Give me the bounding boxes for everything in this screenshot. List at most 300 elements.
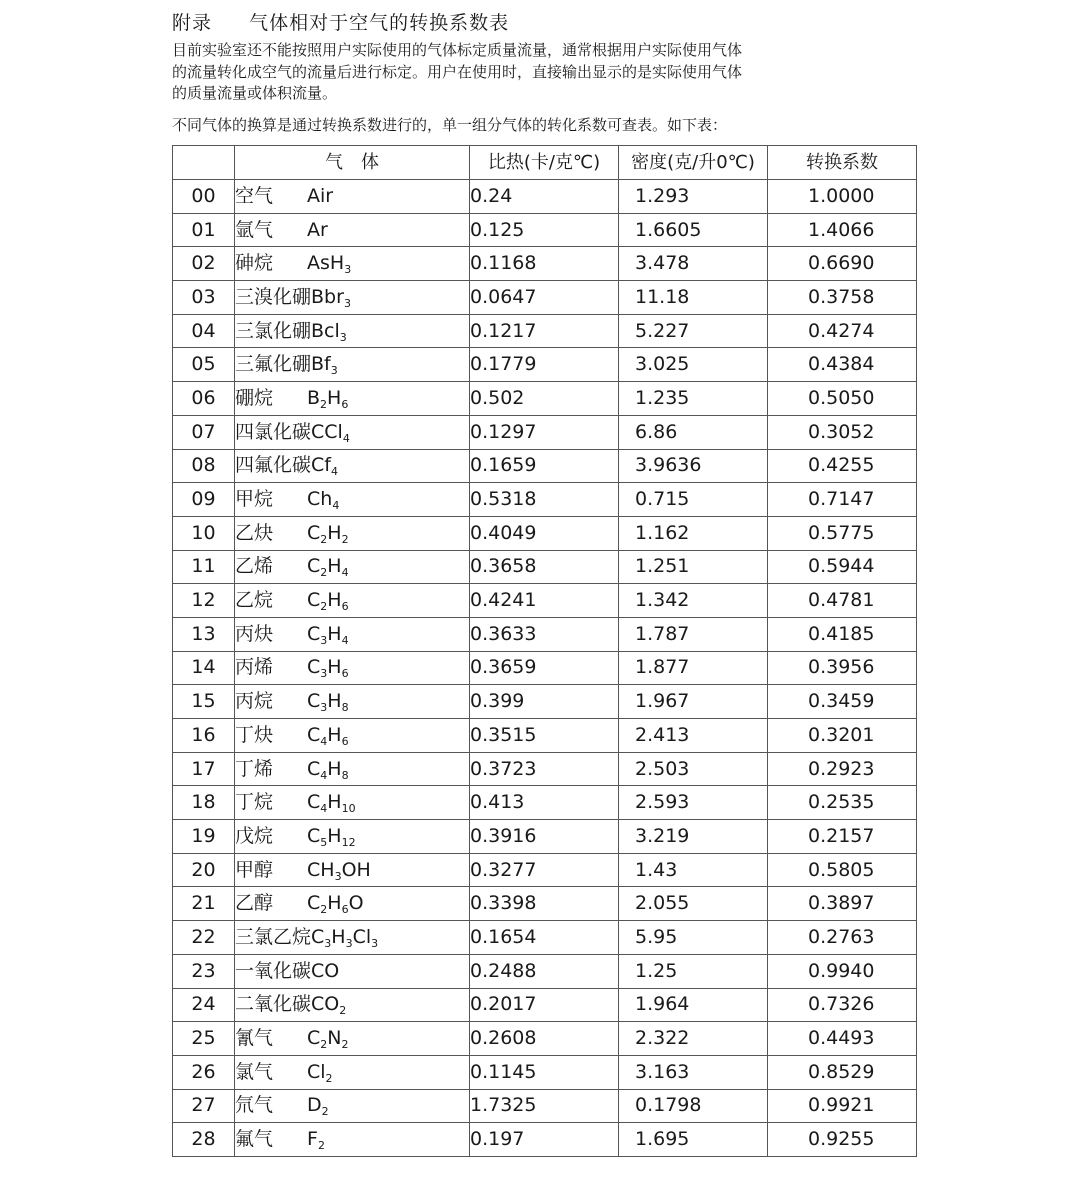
gas-chinese-name: 空气 bbox=[235, 184, 274, 207]
gas-chinese-name: 丁烯 bbox=[235, 757, 274, 780]
specific-heat-value: 0.1659 bbox=[470, 449, 619, 483]
row-index: 23 bbox=[173, 954, 235, 988]
specific-heat-value: 0.399 bbox=[470, 685, 619, 719]
formula-element: H bbox=[327, 555, 342, 578]
gas-name-cell bbox=[235, 1055, 470, 1089]
formula-element: AsH bbox=[307, 252, 345, 275]
formula-subscript: 3 bbox=[320, 667, 328, 681]
formula-subscript: 2 bbox=[321, 1105, 329, 1119]
title-text: 气体相对于空气的转换系数表 bbox=[249, 12, 510, 34]
table-row bbox=[173, 887, 917, 921]
density-value: 1.251 bbox=[619, 550, 768, 584]
specific-heat-value: 1.7325 bbox=[470, 1089, 619, 1123]
table-row bbox=[173, 853, 917, 887]
density-value: 1.967 bbox=[619, 685, 768, 719]
formula-element: F bbox=[307, 1128, 318, 1151]
conversion-factor-value: 0.3201 bbox=[768, 719, 917, 753]
formula-subscript: 2 bbox=[317, 1139, 325, 1153]
formula-subscript: 6 bbox=[341, 397, 349, 411]
gas-name-cell bbox=[235, 281, 470, 315]
gas-name-cell bbox=[235, 213, 470, 247]
formula-subscript: 4 bbox=[332, 499, 340, 513]
conversion-factor-value: 0.3052 bbox=[768, 415, 917, 449]
density-value: 2.055 bbox=[619, 887, 768, 921]
conversion-factor-value: 0.9940 bbox=[768, 954, 917, 988]
formula-element: CCl bbox=[311, 420, 343, 443]
conversion-factor-value: 0.4384 bbox=[768, 348, 917, 382]
density-value: 0.715 bbox=[619, 483, 768, 517]
density-value: 1.787 bbox=[619, 617, 768, 651]
row-index: 00 bbox=[173, 180, 235, 214]
formula-subscript: 3 bbox=[371, 936, 379, 950]
gas-name-cell bbox=[235, 247, 470, 281]
table-row bbox=[173, 449, 917, 483]
row-index: 06 bbox=[173, 382, 235, 416]
formula-element: H bbox=[331, 925, 346, 948]
specific-heat-value: 0.2488 bbox=[470, 954, 619, 988]
table-header-row bbox=[173, 146, 917, 180]
formula-subscript: 6 bbox=[341, 734, 349, 748]
formula-subscript: 2 bbox=[341, 1038, 349, 1052]
row-index: 10 bbox=[173, 516, 235, 550]
gas-chinese-name: 四氟化碳 bbox=[235, 454, 312, 477]
specific-heat-value: 0.125 bbox=[470, 213, 619, 247]
specific-heat-value: 0.1654 bbox=[470, 921, 619, 955]
conversion-factor-value: 0.3897 bbox=[768, 887, 917, 921]
row-index: 13 bbox=[173, 617, 235, 651]
formula-subscript: 6 bbox=[341, 600, 349, 614]
gas-chinese-name: 硼烷 bbox=[235, 386, 274, 409]
formula-element: C bbox=[307, 690, 321, 713]
header-density: 密度(克/升0℃) bbox=[619, 146, 768, 180]
row-index: 24 bbox=[173, 988, 235, 1022]
row-index: 27 bbox=[173, 1089, 235, 1123]
conversion-factor-value: 1.4066 bbox=[768, 213, 917, 247]
gas-formula bbox=[307, 252, 352, 277]
formula-element: CO bbox=[311, 959, 340, 982]
density-value: 11.18 bbox=[619, 281, 768, 315]
gas-name-cell bbox=[235, 617, 470, 651]
specific-heat-value: 0.4241 bbox=[470, 584, 619, 618]
density-value: 3.9636 bbox=[619, 449, 768, 483]
formula-element: C bbox=[307, 1027, 321, 1050]
intro-line: 的质量流量或体积流量。 bbox=[172, 84, 338, 102]
formula-element: OH bbox=[341, 858, 371, 881]
density-value: 1.695 bbox=[619, 1123, 768, 1157]
formula-subscript: 12 bbox=[341, 835, 356, 849]
row-index: 01 bbox=[173, 213, 235, 247]
density-value: 1.342 bbox=[619, 584, 768, 618]
specific-heat-value: 0.1297 bbox=[470, 415, 619, 449]
row-index: 12 bbox=[173, 584, 235, 618]
gas-chinese-name: 丙烯 bbox=[235, 656, 274, 679]
formula-subscript: 3 bbox=[320, 701, 328, 715]
table-row bbox=[173, 921, 917, 955]
conversion-factor-value: 0.4185 bbox=[768, 617, 917, 651]
gas-formula bbox=[307, 1128, 325, 1153]
specific-heat-value: 0.1145 bbox=[470, 1055, 619, 1089]
header-index bbox=[173, 146, 235, 180]
row-index: 11 bbox=[173, 550, 235, 584]
specific-heat-value: 0.3277 bbox=[470, 853, 619, 887]
formula-subscript: 4 bbox=[320, 768, 328, 782]
conversion-factor-value: 0.3459 bbox=[768, 685, 917, 719]
conversion-factor-value: 0.5805 bbox=[768, 853, 917, 887]
row-index: 16 bbox=[173, 719, 235, 753]
row-index: 20 bbox=[173, 853, 235, 887]
formula-subscript: 2 bbox=[320, 600, 328, 614]
formula-element: Ch bbox=[307, 488, 333, 511]
specific-heat-value: 0.3633 bbox=[470, 617, 619, 651]
table-row bbox=[173, 719, 917, 753]
table-row bbox=[173, 314, 917, 348]
header-conversion-factor: 转换系数 bbox=[768, 146, 917, 180]
specific-heat-value: 0.0647 bbox=[470, 281, 619, 315]
conversion-factor-value: 0.2157 bbox=[768, 820, 917, 854]
conversion-factor-value: 0.6690 bbox=[768, 247, 917, 281]
conversion-factor-value: 0.4255 bbox=[768, 449, 917, 483]
gas-chinese-name: 氰气 bbox=[235, 1027, 274, 1050]
table-row bbox=[173, 651, 917, 685]
gas-chinese-name: 丙烷 bbox=[235, 690, 274, 713]
density-value: 3.478 bbox=[619, 247, 768, 281]
gas-name-cell bbox=[235, 685, 470, 719]
gas-formula bbox=[307, 488, 340, 513]
gas-chinese-name: 三氯化硼 bbox=[235, 319, 312, 342]
gas-formula bbox=[307, 858, 371, 883]
gas-chinese-name: 乙炔 bbox=[235, 521, 274, 544]
table-row bbox=[173, 247, 917, 281]
row-index: 17 bbox=[173, 752, 235, 786]
intro-line: 的流量转化成空气的流量后进行标定。用户在使用时，直接输出显示的是实际使用气体 bbox=[172, 62, 743, 81]
density-value: 3.219 bbox=[619, 820, 768, 854]
formula-element: H bbox=[327, 386, 342, 409]
gas-formula bbox=[311, 353, 338, 378]
specific-heat-value: 0.197 bbox=[470, 1123, 619, 1157]
formula-element: CH bbox=[307, 858, 335, 881]
gas-formula bbox=[307, 589, 349, 614]
gas-name-cell bbox=[235, 415, 470, 449]
gas-formula bbox=[307, 622, 349, 647]
gas-chinese-name: 氟气 bbox=[235, 1128, 274, 1151]
gas-chinese-name: 乙醇 bbox=[235, 892, 274, 915]
density-value: 1.235 bbox=[619, 382, 768, 416]
table-row bbox=[173, 483, 917, 517]
gas-chinese-name: 三氟化硼 bbox=[235, 353, 312, 376]
table-row bbox=[173, 382, 917, 416]
conversion-factor-value: 0.2763 bbox=[768, 921, 917, 955]
gas-formula bbox=[307, 521, 349, 546]
formula-element: H bbox=[327, 791, 342, 814]
gas-formula bbox=[307, 690, 349, 715]
formula-element: H bbox=[327, 690, 342, 713]
conversion-factor-value: 0.4274 bbox=[768, 314, 917, 348]
formula-element: H bbox=[327, 757, 342, 780]
specific-heat-value: 0.4049 bbox=[470, 516, 619, 550]
gas-chinese-name: 一氧化碳 bbox=[235, 959, 312, 982]
row-index: 02 bbox=[173, 247, 235, 281]
formula-subscript: 4 bbox=[341, 633, 349, 647]
gas-name-cell bbox=[235, 954, 470, 988]
formula-element: N bbox=[327, 1027, 342, 1050]
header-gas: 气 体 bbox=[235, 146, 470, 180]
formula-element: H bbox=[327, 723, 342, 746]
gas-formula bbox=[307, 723, 349, 748]
row-index: 08 bbox=[173, 449, 235, 483]
gas-formula bbox=[307, 656, 349, 681]
conversion-factor-value: 0.9255 bbox=[768, 1123, 917, 1157]
formula-element: C bbox=[307, 656, 321, 679]
table-row bbox=[173, 1055, 917, 1089]
gas-formula bbox=[307, 1027, 349, 1052]
intro-paragraph bbox=[172, 40, 912, 105]
specific-heat-value: 0.413 bbox=[470, 786, 619, 820]
gas-name-cell bbox=[235, 550, 470, 584]
gas-formula bbox=[311, 454, 338, 479]
table-row bbox=[173, 954, 917, 988]
conversion-factor-value: 0.8529 bbox=[768, 1055, 917, 1089]
formula-element: H bbox=[327, 892, 342, 915]
gas-formula bbox=[307, 555, 349, 580]
formula-element: Cl bbox=[352, 925, 372, 948]
formula-subscript: 4 bbox=[341, 566, 349, 580]
conversion-factor-value: 0.9921 bbox=[768, 1089, 917, 1123]
gas-chinese-name: 丙炔 bbox=[235, 622, 274, 645]
table-row bbox=[173, 415, 917, 449]
row-index: 26 bbox=[173, 1055, 235, 1089]
gas-chinese-name: 甲烷 bbox=[235, 488, 274, 511]
specific-heat-value: 0.1217 bbox=[470, 314, 619, 348]
formula-element: Air bbox=[307, 184, 334, 207]
gas-name-cell bbox=[235, 382, 470, 416]
specific-heat-value: 0.3658 bbox=[470, 550, 619, 584]
formula-element: D bbox=[307, 1094, 322, 1117]
formula-subscript: 3 bbox=[339, 330, 347, 344]
density-value: 2.593 bbox=[619, 786, 768, 820]
density-value: 2.322 bbox=[619, 1022, 768, 1056]
row-index: 14 bbox=[173, 651, 235, 685]
formula-element: C bbox=[307, 791, 321, 814]
formula-element: Bbr bbox=[311, 285, 344, 308]
gas-formula bbox=[311, 319, 347, 344]
density-value: 3.025 bbox=[619, 348, 768, 382]
specific-heat-value: 0.3723 bbox=[470, 752, 619, 786]
formula-subscript: 2 bbox=[339, 1004, 347, 1018]
table-row bbox=[173, 584, 917, 618]
formula-subscript: 8 bbox=[341, 768, 349, 782]
formula-element: Bf bbox=[311, 353, 331, 376]
table-row bbox=[173, 820, 917, 854]
gas-chinese-name: 丁烷 bbox=[235, 791, 274, 814]
conversion-factor-value: 0.3758 bbox=[768, 281, 917, 315]
gas-name-cell bbox=[235, 449, 470, 483]
row-index: 19 bbox=[173, 820, 235, 854]
formula-subscript: 5 bbox=[320, 835, 328, 849]
gas-name-cell bbox=[235, 1123, 470, 1157]
formula-subscript: 2 bbox=[341, 532, 349, 546]
density-value: 1.964 bbox=[619, 988, 768, 1022]
gas-name-cell bbox=[235, 584, 470, 618]
row-index: 09 bbox=[173, 483, 235, 517]
conversion-factor-value: 0.3956 bbox=[768, 651, 917, 685]
gas-name-cell bbox=[235, 887, 470, 921]
row-index: 28 bbox=[173, 1123, 235, 1157]
formula-subscript: 4 bbox=[320, 802, 328, 816]
row-index: 25 bbox=[173, 1022, 235, 1056]
gas-formula bbox=[307, 791, 356, 816]
formula-element: Bcl bbox=[311, 319, 340, 342]
gas-name-cell bbox=[235, 988, 470, 1022]
gas-formula bbox=[307, 892, 364, 917]
table-row bbox=[173, 550, 917, 584]
density-value: 5.95 bbox=[619, 921, 768, 955]
conversion-factor-value: 0.5775 bbox=[768, 516, 917, 550]
formula-subscript: 3 bbox=[343, 296, 351, 310]
gas-name-cell bbox=[235, 921, 470, 955]
conversion-factor-value: 0.4493 bbox=[768, 1022, 917, 1056]
conversion-factor-value: 0.5944 bbox=[768, 550, 917, 584]
table-row bbox=[173, 281, 917, 315]
conversion-factor-value: 0.5050 bbox=[768, 382, 917, 416]
gas-name-cell bbox=[235, 1089, 470, 1123]
gas-name-cell bbox=[235, 483, 470, 517]
gas-chinese-name: 三溴化硼 bbox=[235, 285, 312, 308]
gas-name-cell bbox=[235, 180, 470, 214]
formula-subscript: 3 bbox=[334, 869, 342, 883]
formula-element: C bbox=[307, 589, 321, 612]
row-index: 15 bbox=[173, 685, 235, 719]
formula-subscript: 4 bbox=[320, 734, 328, 748]
density-value: 5.227 bbox=[619, 314, 768, 348]
formula-subscript: 4 bbox=[342, 431, 350, 445]
gas-formula bbox=[307, 184, 334, 207]
formula-element: Ar bbox=[307, 218, 328, 241]
gas-formula bbox=[307, 386, 349, 411]
specific-heat-value: 0.2608 bbox=[470, 1022, 619, 1056]
row-index: 22 bbox=[173, 921, 235, 955]
gas-name-cell bbox=[235, 314, 470, 348]
density-value: 6.86 bbox=[619, 415, 768, 449]
formula-element: C bbox=[307, 622, 321, 645]
formula-subscript: 2 bbox=[320, 903, 328, 917]
density-value: 0.1798 bbox=[619, 1089, 768, 1123]
gas-formula bbox=[311, 420, 350, 445]
table-row bbox=[173, 617, 917, 651]
gas-name-cell bbox=[235, 1022, 470, 1056]
table-row bbox=[173, 1089, 917, 1123]
formula-element: Cf bbox=[311, 454, 331, 477]
formula-element: C bbox=[307, 824, 321, 847]
specific-heat-value: 0.2017 bbox=[470, 988, 619, 1022]
gas-formula bbox=[307, 824, 356, 849]
density-value: 1.293 bbox=[619, 180, 768, 214]
gas-chinese-name: 氘气 bbox=[235, 1094, 274, 1117]
gas-formula bbox=[311, 925, 379, 950]
gas-formula bbox=[311, 285, 351, 310]
gas-chinese-name: 三氯乙烷 bbox=[235, 925, 312, 948]
density-value: 2.413 bbox=[619, 719, 768, 753]
formula-element: C bbox=[307, 892, 321, 915]
specific-heat-value: 0.3659 bbox=[470, 651, 619, 685]
gas-chinese-name: 砷烷 bbox=[235, 252, 274, 275]
density-value: 1.6605 bbox=[619, 213, 768, 247]
gas-chinese-name: 丁炔 bbox=[235, 723, 274, 746]
gas-name-cell bbox=[235, 348, 470, 382]
formula-subscript: 2 bbox=[325, 1071, 333, 1085]
formula-element: O bbox=[348, 892, 364, 915]
gas-name-cell bbox=[235, 820, 470, 854]
formula-element: B bbox=[307, 386, 321, 409]
gas-name-cell bbox=[235, 752, 470, 786]
formula-subscript: 2 bbox=[320, 397, 328, 411]
gas-name-cell bbox=[235, 853, 470, 887]
density-value: 1.877 bbox=[619, 651, 768, 685]
density-value: 1.43 bbox=[619, 853, 768, 887]
formula-subscript: 8 bbox=[341, 701, 349, 715]
formula-subscript: 3 bbox=[345, 936, 353, 950]
formula-element: C bbox=[311, 925, 325, 948]
row-index: 04 bbox=[173, 314, 235, 348]
formula-subscript: 3 bbox=[320, 633, 328, 647]
conversion-factor-value: 0.2535 bbox=[768, 786, 917, 820]
gas-chinese-name: 甲醇 bbox=[235, 858, 274, 881]
formula-subscript: 2 bbox=[320, 532, 328, 546]
table-row bbox=[173, 1022, 917, 1056]
specific-heat-value: 0.3916 bbox=[470, 820, 619, 854]
intro-line: 目前实验室还不能按照用户实际使用的气体标定质量流量，通常根据用户实际使用气体 bbox=[172, 41, 743, 59]
formula-element: C bbox=[307, 723, 321, 746]
formula-subscript: 3 bbox=[330, 364, 338, 378]
row-index: 07 bbox=[173, 415, 235, 449]
density-value: 2.503 bbox=[619, 752, 768, 786]
formula-subscript: 4 bbox=[330, 465, 338, 479]
specific-heat-value: 0.24 bbox=[470, 180, 619, 214]
table-body bbox=[173, 180, 917, 1157]
gas-chinese-name: 戊烷 bbox=[235, 824, 274, 847]
formula-subscript: 2 bbox=[320, 566, 328, 580]
table-row bbox=[173, 348, 917, 382]
gas-chinese-name: 二氧化碳 bbox=[235, 993, 312, 1016]
formula-element: C bbox=[307, 521, 321, 544]
formula-subscript: 6 bbox=[341, 903, 349, 917]
gas-formula bbox=[307, 218, 328, 241]
table-row bbox=[173, 786, 917, 820]
specific-heat-value: 0.3398 bbox=[470, 887, 619, 921]
table-row bbox=[173, 752, 917, 786]
gas-name-cell bbox=[235, 786, 470, 820]
gas-name-cell bbox=[235, 651, 470, 685]
conversion-factor-value: 0.4781 bbox=[768, 584, 917, 618]
formula-element: C bbox=[307, 757, 321, 780]
formula-element: H bbox=[327, 521, 342, 544]
formula-subscript: 3 bbox=[344, 263, 352, 277]
gas-formula bbox=[311, 959, 340, 982]
conversion-factor-value: 0.7147 bbox=[768, 483, 917, 517]
table-row bbox=[173, 516, 917, 550]
formula-subscript: 10 bbox=[341, 802, 356, 816]
gas-formula bbox=[307, 1060, 333, 1085]
row-index: 03 bbox=[173, 281, 235, 315]
header-specific-heat: 比热(卡/克℃) bbox=[470, 146, 619, 180]
gas-conversion-table bbox=[172, 145, 917, 1157]
gas-chinese-name: 氩气 bbox=[235, 218, 274, 241]
specific-heat-value: 0.1779 bbox=[470, 348, 619, 382]
density-value: 3.163 bbox=[619, 1055, 768, 1089]
gas-formula bbox=[307, 1094, 329, 1119]
row-index: 18 bbox=[173, 786, 235, 820]
specific-heat-value: 0.502 bbox=[470, 382, 619, 416]
gas-formula bbox=[311, 993, 347, 1018]
